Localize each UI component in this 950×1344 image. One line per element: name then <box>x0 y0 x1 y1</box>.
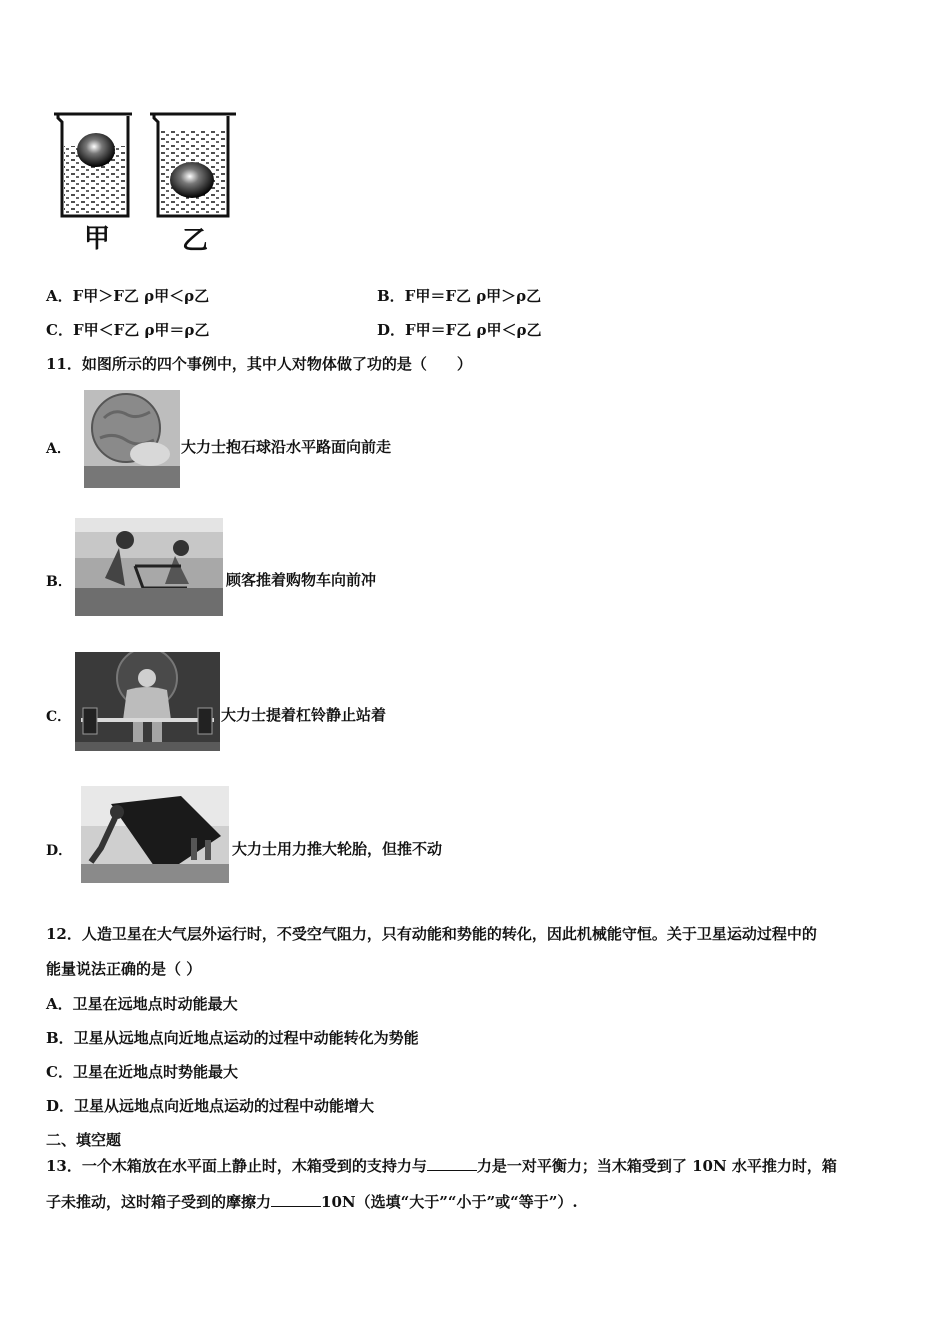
q11-option-c-letter: C． <box>46 709 72 725</box>
q11-option-a-text: 大力士抱石球沿水平路面向前走 <box>181 438 392 456</box>
q11-option-b-letter: B． <box>46 574 72 590</box>
q10-option-b: B．F甲＝F乙 ρ甲＞ρ乙 <box>377 287 542 305</box>
q10-option-a: A．F甲＞F乙 ρ甲＜ρ乙 <box>46 287 210 305</box>
q13-blank-2 <box>271 1192 321 1207</box>
right-beaker <box>150 114 236 216</box>
q11-photo-a <box>84 390 180 488</box>
q11-option-c-text: 大力士提着杠铃静止站着 <box>221 706 387 724</box>
q13-line1-part2: 力是一对平衡力；当木箱受到了 10N 水平推力时，箱 <box>476 1157 837 1175</box>
q11-photo-b <box>75 518 223 616</box>
q13-line2 <box>46 1192 578 1212</box>
q13-blank-1 <box>427 1156 477 1171</box>
q12-stem-line1: 12．人造卫星在大气层外运行时，不受空气阻力，只有动能和势能的转化，因此机械能守恒。关于卫星运动过程中的 <box>46 925 817 943</box>
q12-option-b: B．卫星从远地点向近地点运动的过程中动能转化为势能 <box>46 1029 419 1047</box>
stone-ball-image <box>84 390 180 488</box>
beaker-figure <box>50 108 250 258</box>
q13-line2-part1: 子未推动，这时箱子受到的摩擦力 <box>46 1193 272 1211</box>
q10-option-d: D．F甲＝F乙 ρ甲＜ρ乙 <box>377 321 542 339</box>
beakers-diagram <box>50 108 250 223</box>
q13-line1-part1: 13．一个木箱放在水平面上静止时，木箱受到的支持力与 <box>46 1157 427 1175</box>
q11-photo-d <box>81 786 229 883</box>
barbell-image <box>75 652 220 751</box>
q11-option-d-letter: D． <box>46 843 73 859</box>
q11-option-a-letter: A． <box>46 441 71 457</box>
q12-option-a: A．卫星在远地点时动能最大 <box>46 995 238 1013</box>
q13-line1 <box>46 1156 837 1176</box>
q11-stem: 11．如图所示的四个事例中，其中人对物体做了功的是（ ） <box>46 355 472 373</box>
section-heading-fill-in: 二、填空题 <box>46 1131 122 1149</box>
tire-push-image <box>81 786 229 883</box>
right-beaker-label: 乙 <box>182 226 209 256</box>
shopping-cart-image <box>75 518 223 616</box>
left-beaker <box>54 114 132 216</box>
q11-option-b-text: 顾客推着购物车向前冲 <box>226 571 377 589</box>
q11-option-d-text: 大力士用力推大轮胎，但推不动 <box>232 840 443 858</box>
q12-stem-line2: 能量说法正确的是（ ） <box>46 960 202 978</box>
q13-line2-part2: 10N（选填“大于”“小于”或“等于”）. <box>321 1193 578 1211</box>
q12-option-c: C．卫星在近地点时势能最大 <box>46 1063 238 1081</box>
q11-photo-c <box>75 652 220 751</box>
left-beaker-label: 甲 <box>84 224 111 254</box>
q10-option-c: C．F甲＜F乙 ρ甲＝ρ乙 <box>46 321 210 339</box>
q12-option-d: D．卫星从远地点向近地点运动的过程中动能增大 <box>46 1097 375 1115</box>
